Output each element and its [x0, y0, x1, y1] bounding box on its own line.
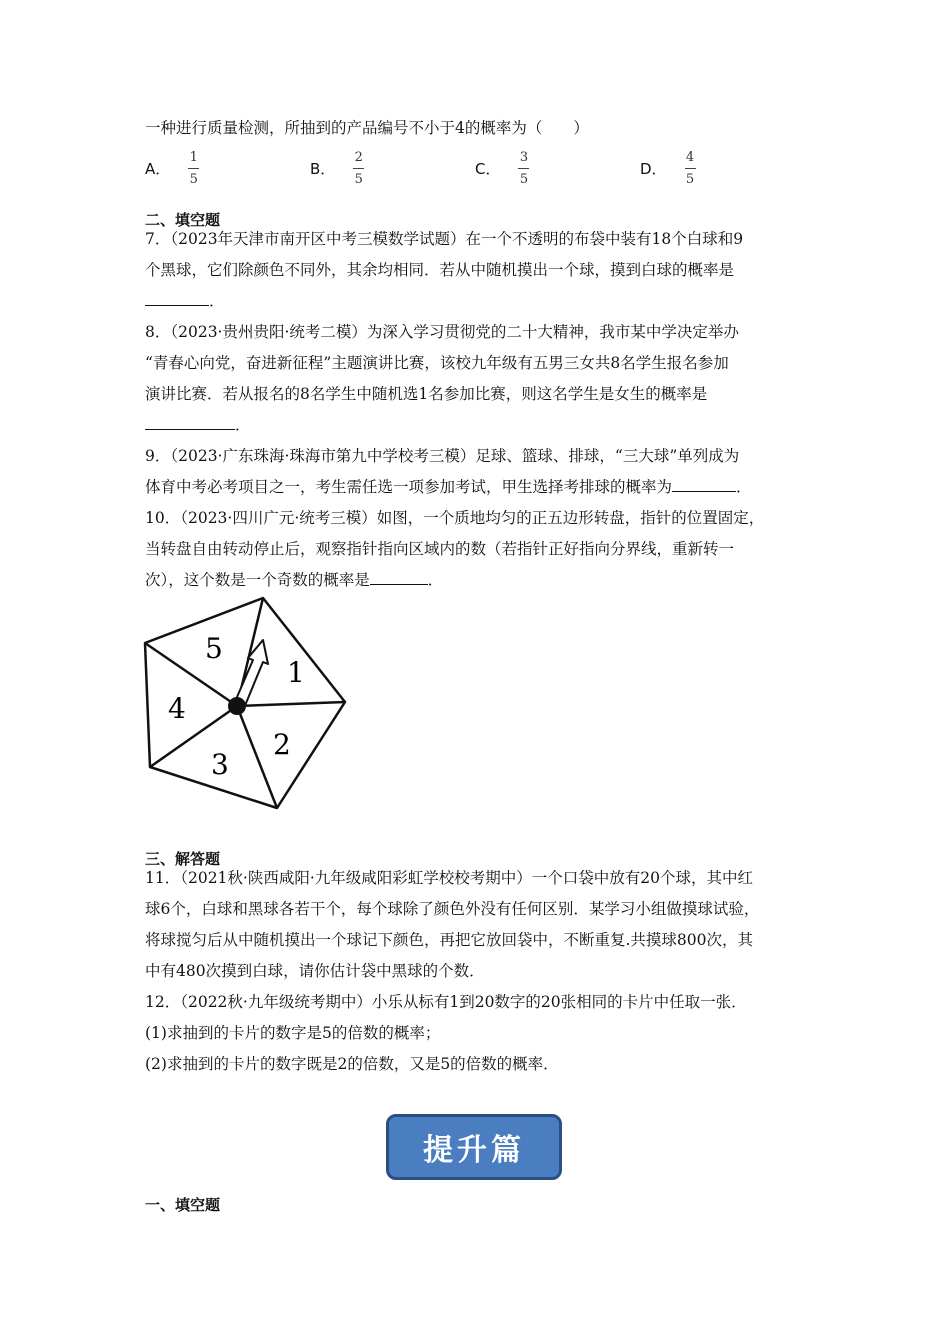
option-c-letter: C．: [475, 160, 501, 178]
q9-answer-blank[interactable]: [672, 477, 736, 492]
q9-line1: 9．（2023·广东珠海·珠海市第九中学校考三模）足球、篮球、排球，“三大球”单列成为: [145, 447, 740, 465]
spinner-divider-5: [145, 643, 237, 706]
spinner-label-5: 5: [205, 632, 223, 665]
q11-line4: 中有480次摸到白球，请你估计袋中黑球的个数．: [145, 962, 485, 980]
q8-line4: [145, 415, 251, 435]
q8-line3: 演讲比赛．若从报名的8名学生中随机选1名参加比赛，则这名学生是女生的概率是: [145, 385, 708, 403]
question6-tail: 一种进行质量检测，所抽到的产品编号不小于4的概率为（ ）: [145, 119, 589, 137]
option-d[interactable]: [640, 150, 696, 187]
option-c-denominator: 5: [519, 172, 529, 187]
option-c-numerator: 3: [519, 150, 529, 165]
q10-answer-blank[interactable]: [370, 570, 428, 585]
q7-line3: [145, 291, 225, 311]
q8-line1: 8．（2023·贵州贵阳·统考二模）为深入学习贯彻党的二十大精神，我市某中学决定举办: [145, 323, 739, 341]
q9-line2-end: ．: [736, 478, 752, 496]
option-b-letter: B．: [310, 160, 336, 178]
q12-line2: (1)求抽到的卡片的数字是5的倍数的概率；: [145, 1024, 441, 1042]
q7-line3-end: ．: [209, 292, 225, 310]
option-a-letter: A．: [145, 160, 171, 178]
q9-line2-text: 体育中考必考项目之一，考生需任选一项参加考试，甲生选择考排球的概率为: [145, 478, 673, 496]
option-b-fraction: [353, 150, 364, 187]
q11-line3: 将球搅匀后从中随机摸出一个球记下颜色，再把它放回袋中，不断重复.共摸球800次，其: [145, 931, 754, 949]
pentagon-spinner-figure: [135, 592, 355, 817]
option-c[interactable]: [475, 150, 529, 187]
q12-line3: (2)求抽到的卡片的数字既是2的倍数，又是5的倍数的概率．: [145, 1055, 559, 1073]
spinner-divider-2: [237, 702, 345, 706]
option-b-denominator: 5: [354, 172, 363, 187]
option-a-numerator: 1: [189, 150, 198, 165]
q11-line2: 球6个，白球和黑球各若干个，每个球除了颜色外没有任何区别．某学习小组做摸球试验，: [145, 900, 760, 918]
q10-line3-end: ．: [427, 571, 444, 589]
q9-line2: [145, 477, 752, 497]
spinner-label-4: 4: [168, 692, 186, 725]
q7-answer-blank[interactable]: [145, 291, 209, 306]
option-d-numerator: 4: [685, 150, 695, 165]
q8-line2: “青春心向党，奋进新征程”主题演讲比赛，该校九年级有五男三女共8名学生报名参加: [145, 354, 729, 372]
advanced-section-banner: [386, 1114, 562, 1180]
spinner-label-3: 3: [211, 748, 229, 781]
option-b[interactable]: [310, 150, 364, 187]
option-b-numerator: 2: [354, 150, 363, 165]
q10-line1: 10．（2023·四川广元·统考三模）如图，一个质地均匀的正五边形转盘，指针的位置固定，: [145, 509, 765, 527]
q7-line2: 个黑球，它们除颜色不同外，其余均相同．若从中随机摸出一个球，摸到白球的概率是: [145, 261, 735, 279]
q12-line1: 12．（2022秋·九年级统考期中）小乐从标有1到20数字的20张相同的卡片中任取一张．: [145, 993, 747, 1011]
q8-line4-end: ．: [235, 416, 251, 434]
spinner-label-2: 2: [273, 728, 291, 761]
q10-line3: [145, 570, 443, 590]
advanced-section-banner-label: 提升篇: [423, 1133, 525, 1168]
option-a-fraction: [188, 150, 199, 187]
spinner-divider-3: [237, 706, 277, 808]
option-d-letter: D．: [640, 160, 667, 178]
q11-line1: 11．（2021秋·陕西咸阳·九年级咸阳彩虹学校校考期中）一个口袋中放有20个球，其中红: [145, 869, 753, 887]
section3-title: 三、解答题: [145, 850, 221, 868]
q7-line1: 7．（2023年天津市南开区中考三模数学试题）在一个不透明的布袋中装有18个白球和9: [145, 230, 744, 248]
option-a[interactable]: [145, 150, 199, 187]
q10-line2: 当转盘自由转动停止后，观察指针指向区域内的数（若指针正好指向分界线，重新转一: [145, 540, 735, 558]
option-d-fraction: [685, 150, 696, 187]
option-a-denominator: 5: [189, 172, 198, 187]
next-section-title: 一、填空题: [145, 1196, 221, 1214]
spinner-center-dot: [228, 697, 246, 715]
spinner-label-1: 1: [287, 656, 305, 689]
section2-title: 二、填空题: [145, 211, 221, 229]
q8-answer-blank[interactable]: [145, 415, 235, 430]
q10-line3-text: 次），这个数是一个奇数的概率是: [145, 571, 370, 589]
option-c-fraction: [518, 150, 529, 187]
option-d-denominator: 5: [685, 172, 695, 187]
